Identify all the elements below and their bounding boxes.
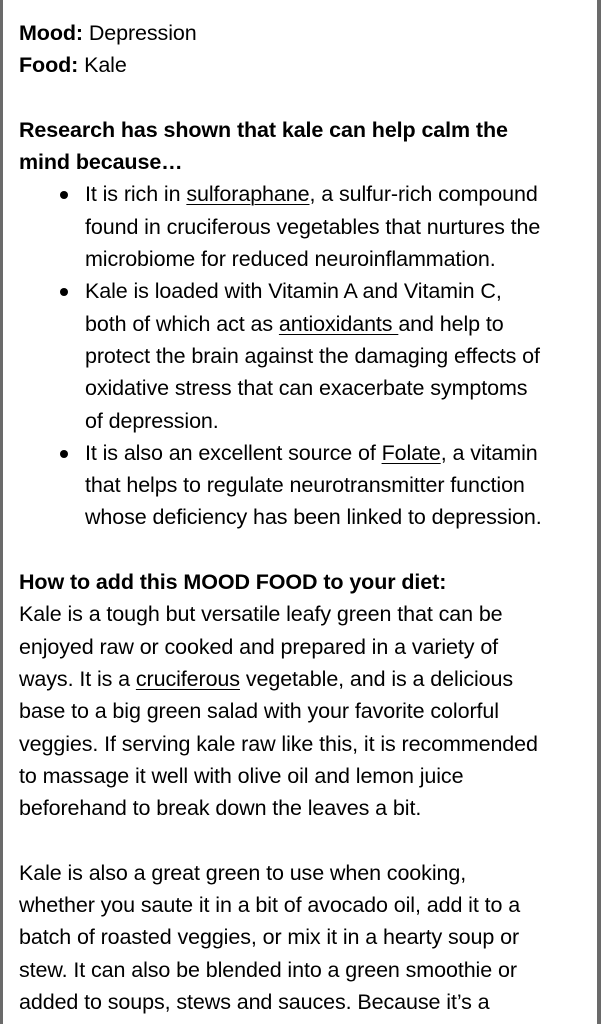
text: to massage it well with olive oil and lemon juice: [19, 763, 464, 788]
list-item: [19, 178, 597, 275]
mood-label: Mood:: [19, 21, 83, 45]
text: Kale is also a great green to use when cooking,: [19, 860, 467, 885]
bullet-icon: [60, 191, 68, 199]
food-line: [19, 49, 597, 81]
research-heading-line-2: mind because…: [19, 150, 183, 175]
text: that helps to regulate neurotransmitter function: [85, 473, 525, 498]
text: enjoyed raw or cooked and prepared in a variety of: [19, 634, 499, 659]
text: and help to: [398, 311, 504, 336]
howto-paragraph-1: [19, 598, 597, 824]
text: Kale is loaded with Vitamin A and Vitamin C,: [85, 279, 502, 304]
food-value: Kale: [78, 53, 127, 78]
bullet-icon: [60, 288, 68, 296]
text: of depression.: [85, 408, 219, 433]
text: protect the brain against the damaging effects of: [85, 343, 540, 368]
text: found in cruciferous vegetables that nurtures the: [85, 214, 541, 239]
mood-value: Depression: [82, 21, 197, 45]
text: oxidative stress that can exacerbate symptoms: [85, 376, 528, 401]
research-bullet-list: [19, 178, 597, 533]
list-item: [19, 437, 597, 534]
text: whose deficiency has been linked to depression.: [85, 505, 542, 530]
text: both of which act as: [85, 311, 279, 336]
spacer: [19, 534, 597, 566]
text: stew. It can also be blended into a green smoothie or: [19, 957, 517, 982]
text: veggies. If serving kale raw like this, it is recommended: [19, 731, 538, 756]
text: , a vitamin: [440, 440, 538, 465]
text: , a sulfur-rich compound: [309, 182, 538, 207]
cruciferous-link[interactable]: cruciferous: [135, 666, 240, 691]
howto-heading-text: How to add this MOOD FOOD to your diet:: [19, 570, 447, 595]
spacer: [19, 82, 597, 114]
folate-link[interactable]: Folate: [381, 440, 441, 465]
bullet-icon: [60, 450, 68, 458]
howto-heading: [19, 566, 597, 598]
research-heading: [19, 114, 597, 179]
text: ways. It is a: [19, 666, 136, 691]
antioxidants-link[interactable]: antioxidants: [278, 311, 399, 336]
research-heading-line-1: Research has shown that kale can help calm the: [19, 117, 508, 142]
text: microbiome for reduced neuroinflammation.: [85, 247, 496, 272]
food-label: Food:: [19, 53, 79, 78]
text: Kale is a tough but versatile leafy green that can be: [19, 602, 503, 627]
text: beforehand to break down the leaves a bit.: [19, 796, 422, 821]
text: It is also an excellent source of: [85, 440, 382, 465]
text: vegetable, and is a delicious: [239, 666, 514, 691]
list-item: [19, 275, 597, 436]
text: base to a big green salad with your favorite colorful: [19, 699, 499, 724]
spacer: [19, 824, 597, 856]
text: batch of roasted veggies, or mix it in a hearty soup or: [19, 925, 520, 950]
sulforaphane-link[interactable]: sulforaphane: [186, 182, 310, 207]
howto-paragraph-2: [19, 857, 597, 1018]
text: It is rich in: [85, 182, 187, 207]
text: added to soups, stews and sauces. Because it’s a: [19, 989, 490, 1014]
mood-line: [19, 17, 597, 49]
text: whether you saute it in a bit of avocado oil, add it to a: [19, 893, 521, 918]
